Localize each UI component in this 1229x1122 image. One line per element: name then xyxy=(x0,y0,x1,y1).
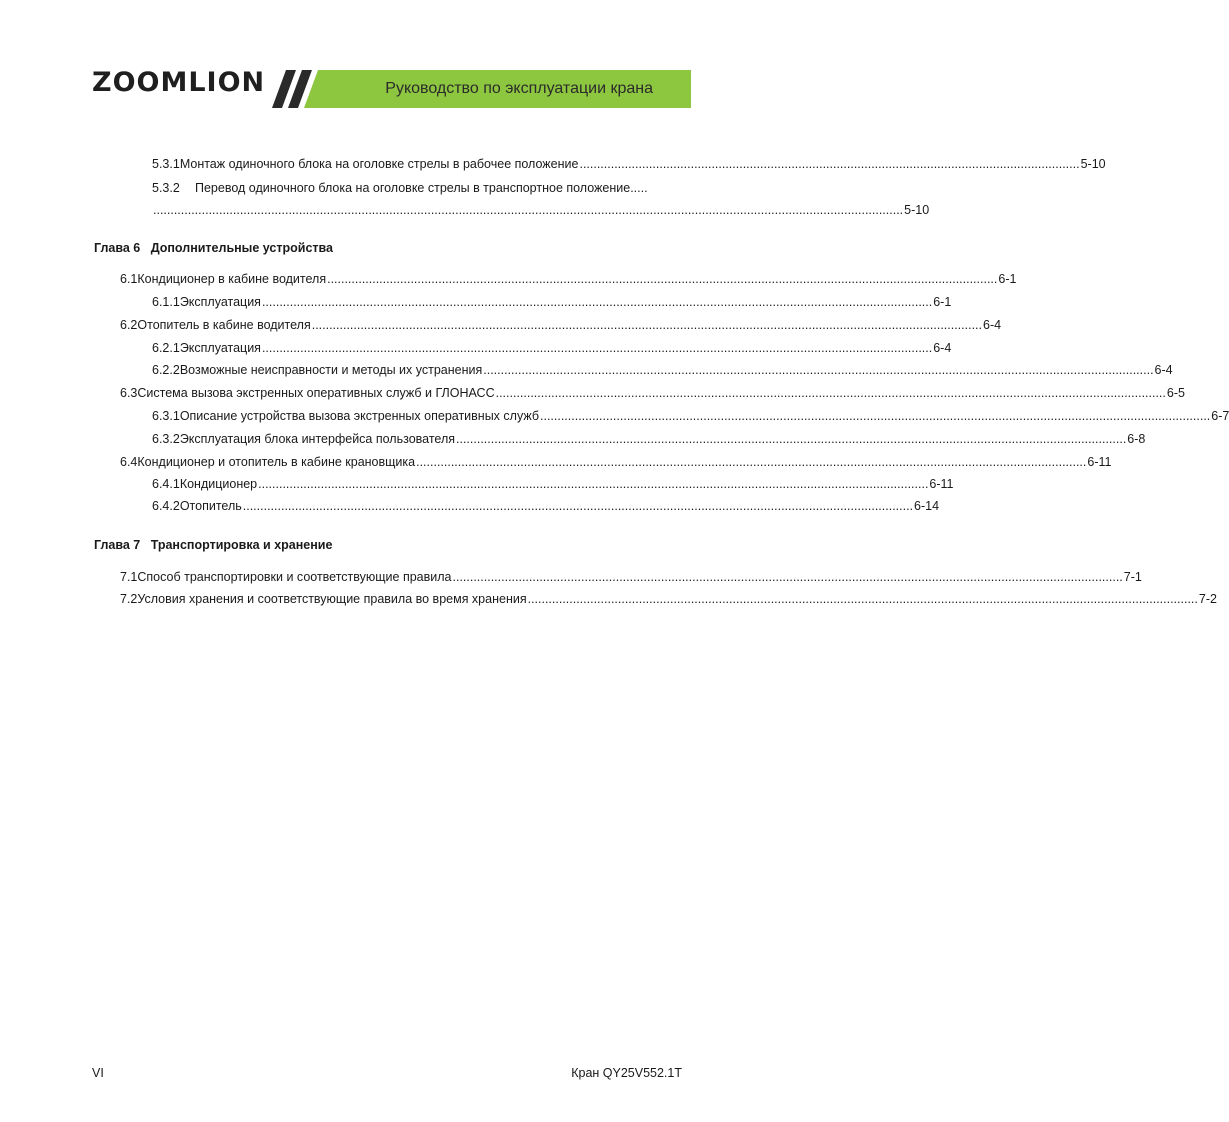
toc-leader-dots: ................................................................................................................................................................................................. xyxy=(311,318,982,332)
toc-entry-title: Способ транспортировки и соответствующие правила xyxy=(137,570,452,584)
toc-entry[interactable] xyxy=(152,362,1173,378)
header-title-bar xyxy=(318,70,691,108)
chapter-heading[interactable] xyxy=(94,240,333,256)
chapter-title: Дополнительные устройства xyxy=(150,241,333,255)
toc-entry[interactable] xyxy=(120,317,1002,333)
toc-entry-number: 6.3 xyxy=(120,386,138,400)
footer-page-number: VI xyxy=(92,1066,104,1080)
toc-entry[interactable] xyxy=(120,569,1142,585)
toc-entry-number: 7.1 xyxy=(120,570,138,584)
chapter-heading[interactable] xyxy=(94,537,332,553)
toc-entry[interactable] xyxy=(152,498,940,514)
toc-leader-dots: ................................................................................................................................................................................................. xyxy=(483,363,1154,377)
toc-leader-dots: ................................................................................................................................................................................................. xyxy=(527,592,1198,606)
toc-entry[interactable] xyxy=(120,454,1112,470)
toc-entry-page: 6-1 xyxy=(933,295,952,309)
toc-entry[interactable] xyxy=(120,385,1185,401)
toc-leader-dots: ................................................................................................................................................................................................. xyxy=(416,455,1087,469)
toc-entry-title: Условия хранения и соответствующие правила во время хранения xyxy=(137,592,527,606)
toc-entry-title: Отопитель в кабине водителя xyxy=(137,318,311,332)
toc-entry-title: Кондиционер xyxy=(179,477,258,491)
toc-leader-dots: ................................................................................................................................................................................................. xyxy=(452,570,1123,584)
toc-leader-dots: ................................................................................................................................................................................................. xyxy=(327,272,998,286)
toc-entry-title: Эксплуатация xyxy=(179,341,261,355)
toc-entry-page: 7-1 xyxy=(1123,570,1142,584)
toc-entry[interactable] xyxy=(152,408,1229,424)
page-header xyxy=(0,0,793,120)
toc-entry-title: Эксплуатация блока интерфейса пользователя xyxy=(179,432,456,446)
toc-leader-dots: ........................................................................................................................................................................................................................ xyxy=(153,203,904,217)
toc-entry-title: Отопитель xyxy=(179,499,242,513)
toc-entry[interactable] xyxy=(152,431,1146,447)
toc-entry[interactable] xyxy=(152,476,954,492)
toc-entry[interactable] xyxy=(152,340,952,356)
chapter-title: Транспортировка и хранение xyxy=(150,538,333,552)
toc-entry-title: Монтаж одиночного блока на оголовке стрелы в рабочее положение xyxy=(179,157,579,171)
toc-entry-number: 6.4.2 xyxy=(152,499,180,513)
toc-entry-page: 6-4 xyxy=(983,318,1002,332)
toc-entry-number: 6.4 xyxy=(120,455,138,469)
toc-entry-page: 6-7 xyxy=(1211,409,1229,423)
toc-entry-page: 6-5 xyxy=(1166,386,1185,400)
zoomlion-logo: ZOOMLION xyxy=(92,67,266,98)
toc-entry-number: 6.3.1 xyxy=(152,409,180,423)
toc-leader-dots: ................................................................................................................................................................................................. xyxy=(495,386,1166,400)
toc-entry-page: 6-8 xyxy=(1127,432,1146,446)
toc-leader-dots: ................................................................................................................................................................................................. xyxy=(540,409,1211,423)
toc-entry-page: 6-1 xyxy=(998,272,1017,286)
toc-entry-page: 6-4 xyxy=(933,341,952,355)
toc-entry-number: 7.2 xyxy=(120,592,138,606)
toc-entry-number: 5.3.1 xyxy=(152,157,180,171)
toc-entry[interactable] xyxy=(152,180,682,196)
toc-entry[interactable] xyxy=(120,271,1017,287)
toc-leader-dots: ................................................................................................................................................ xyxy=(579,157,1080,171)
toc-entry-title: Перевод одиночного блока на оголовке стрелы в транспортное положение..... xyxy=(195,181,648,195)
toc-entry-page: 7-2 xyxy=(1198,592,1217,606)
toc-leader-dots: ................................................................................................................................................................................................. xyxy=(261,295,933,309)
toc-entry[interactable] xyxy=(152,156,1106,172)
toc-entry-title: Описание устройства вызова экстренных оперативных служб xyxy=(179,409,539,423)
toc-entry-number: 6.2.2 xyxy=(152,363,180,377)
toc-entry-number: 6.2 xyxy=(120,318,138,332)
toc-entry-page: 6-11 xyxy=(1087,455,1112,469)
toc-leader-dots: ................................................................................................................................................................................................. xyxy=(261,341,933,355)
toc-entry-title: Возможные неисправности и методы их устранения xyxy=(179,363,483,377)
toc-leader-dots: ................................................................................................................................................................................................. xyxy=(456,432,1127,446)
toc-entry-number: 6.1.1 xyxy=(152,295,180,309)
chapter-number: Глава 6 xyxy=(94,241,141,255)
toc-entry-number: 5.3.2 xyxy=(152,181,180,195)
toc-entry-page: 6-11 xyxy=(929,477,954,491)
toc-entry-number: 6.3.2 xyxy=(152,432,180,446)
toc-entry-page: 6-14 xyxy=(914,499,940,513)
toc-entry-continuation[interactable] xyxy=(152,202,930,218)
footer-model: Кран QY25V552.1T xyxy=(571,1066,682,1080)
toc-leader-dots: ................................................................................................................................................................................................. xyxy=(242,499,914,513)
toc-entry-page: 6-4 xyxy=(1154,363,1173,377)
toc-entry-number: 6.4.1 xyxy=(152,477,180,491)
toc-entry[interactable] xyxy=(152,294,952,310)
toc-entry-title: Система вызова экстренных оперативных служб и ГЛОНАСС xyxy=(137,386,495,400)
toc-entry-title: Эксплуатация xyxy=(179,295,261,309)
manual-title: Руководство по эксплуатации крана xyxy=(385,80,653,97)
toc-leader-dots: ................................................................................................................................................................................................. xyxy=(258,477,929,491)
toc-entry-page: 5-10 xyxy=(904,203,930,217)
toc-entry[interactable] xyxy=(120,591,1217,607)
toc-entry-number: 6.1 xyxy=(120,272,138,286)
toc-entry-title: Кондиционер в кабине водителя xyxy=(137,272,327,286)
toc-entry-page: 5-10 xyxy=(1080,157,1106,171)
chapter-number: Глава 7 xyxy=(94,538,141,552)
toc-entry-title: Кондиционер и отопитель в кабине крановщика xyxy=(137,455,416,469)
toc-entry-number: 6.2.1 xyxy=(152,341,180,355)
